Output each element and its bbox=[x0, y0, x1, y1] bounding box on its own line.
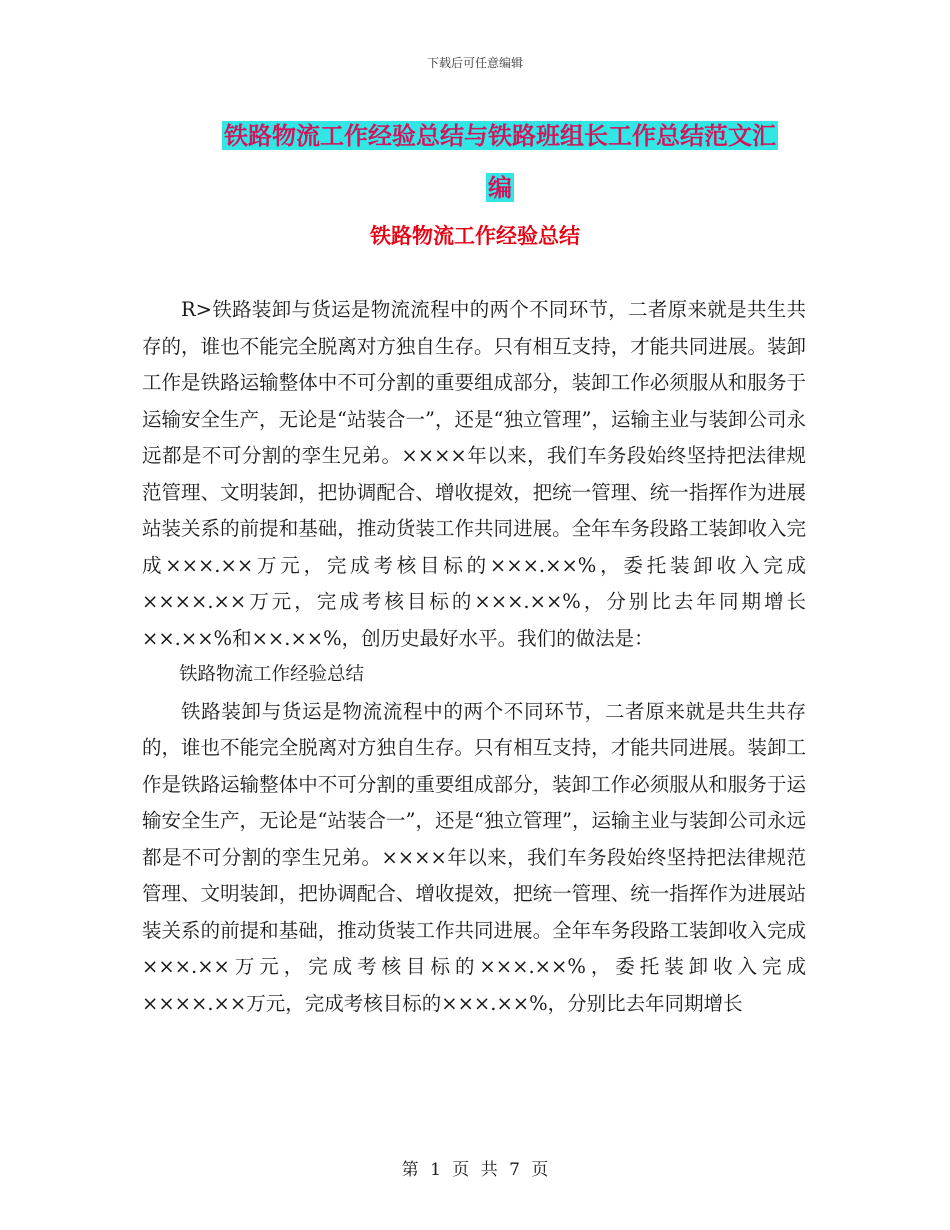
header-note: 下载后可任意编辑 bbox=[426, 56, 523, 70]
document-body bbox=[142, 292, 806, 1022]
page-number-footer: 第 1 页 共 7 页 bbox=[401, 1160, 549, 1180]
document-title-line1: 铁路物流工作经验总结与铁路班组长工作总结范文汇 bbox=[224, 121, 776, 150]
document-title-line2: 编 bbox=[488, 173, 512, 202]
paragraph-1: R>铁路装卸与货运是物流流程中的两个不同环节，二者原来就是共生共存的，谁也不能完全脱离对方独自生存。只有相互支持，才能共同进展。装卸工作是铁路运输整体中不可分割的重要组成部分，装卸工作必须服从和服务于运输安全生产，无论是“站装合一”，还是“独立管理”，运输主业与装卸公司永远都是不可分割的孪生兄弟。××××年以来，我们车务段始终坚持把法律规范管理、文明装卸，把协调配合、增收提效，把统一管理、统一指挥作为进展站装关系的前提和基础，推动货装工作共同进展。全年车务段路工装卸收入完成×××.××万元，完成考核目标的×××.××%，委托装卸收入完成××××.××万元，完成考核目标的×××.××%，分别比去年同期增长××.××%和××.××%，创历史最好水平。我们的做法是： bbox=[142, 298, 806, 650]
subheading: 铁路物流工作经验总结 bbox=[179, 664, 365, 685]
paragraph-2: 铁路装卸与货运是物流流程中的两个不同环节，二者原来就是共生共存的，谁也不能完全脱离对方独自生存。只有相互支持，才能共同进展。装卸工作是铁路运输整体中不可分割的重要组成部分，装卸工作必须服从和服务于运输安全生产，无论是“站装合一”，还是“独立管理”，运输主业与装卸公司永远都是不可分割的孪生兄弟。××××年以来，我们车务段始终坚持把法律规范管理、文明装卸，把协调配合、增收提效，把统一管理、统一指挥作为进展站装关系的前提和基础，推动货装工作共同进展。全年车务段路工装卸收入完成×××.××万元，完成考核目标的×××.××%，委托装卸收入完成××××.××万元，完成考核目标的×××.××%，分别比去年同期增长 bbox=[142, 699, 806, 1015]
section-title: 铁路物流工作经验总结 bbox=[370, 223, 580, 248]
document-title bbox=[195, 110, 805, 214]
